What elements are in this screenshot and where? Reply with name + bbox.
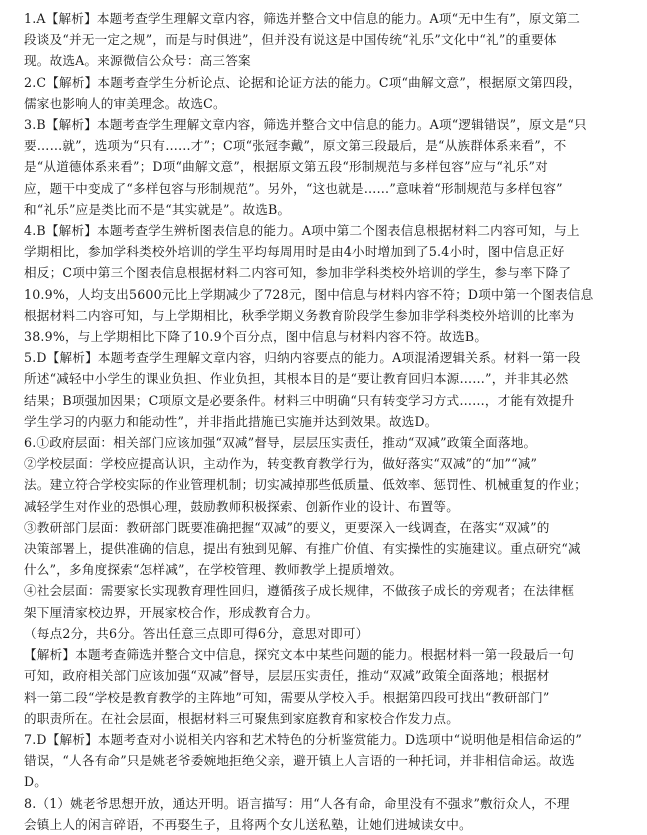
text-line: D。 [24,774,48,790]
text-line: 应，题干中变成了“多样包容与形制规范”。另外，“这也就是……”意味着“形制规范与多样包容” [24,180,563,196]
answer-6-research [24,517,629,581]
text-line: 10.9%，人均支出5600元比上学期减少了728元，图中信息与材料内容不符；D项中第一个图表信息 [24,286,594,302]
answer-3 [24,114,629,220]
text-line: 现。故选A。来源微信公众号：高三答案 [24,53,251,69]
text-line: 段谈及“并无一定之规”，而是与时俱进”，但并没有说这是中国传统“礼乐”文化中“礼”的重要体 [24,32,557,48]
text-line: 和“礼乐”应是类比而不是“其实就是”。故选B。 [24,201,291,217]
text-line: 会镇上人的闲言碎语，不再娶生子，且将两个女儿送私塾，让她们进城读女中。 [24,816,472,832]
text-line: 2.C【解析】本题考查学生分析论点、论据和论证方法的能力。C项“曲解文意”，根据原文第四段， [24,74,582,90]
answer-7 [24,729,629,793]
answer-2 [24,72,629,114]
text-line: 相反；C项中第三个图表信息根据材料二内容可知，参加非学科类校外培训的学生，参与率下降了 [24,265,572,281]
text-line: ④社会层面：需要家长实现教育理性回归，遵循孩子成长规律，不做孩子成长的旁观者；在法律框 [24,583,575,599]
answer-content [24,8,629,835]
answer-1 [24,8,629,72]
text-line: 的职责所在。在社会层面，根据材料三可聚焦到家庭教育和家校合作发力点。 [24,710,459,726]
answer-8 [24,793,629,835]
text-line: 决策部署上，提供准确的信息，提出有独到见解、有推广价值、有实操性的实施建议。重点研究“减 [24,541,581,557]
answer-6-society [24,580,629,622]
text-line: 儒家也影响人的审美理念。故选C。 [24,95,226,111]
answer-6-scoring [24,623,629,644]
answer-6-analysis [24,644,629,729]
text-line: ③教研部门层面：教研部门既要准确把握“双减”的要义，更要深入一线调查，在落实“双减”的 [24,519,550,535]
text-line: 1.A【解析】本题考查学生理解文章内容，筛选并整合文中信息的能力。A项“无中生有”，原文第二 [24,11,581,26]
text-line: ②学校层面：学校应提高认识，主动作为，转变教育教学行为，做好落实“双减”的“加”“减” [24,456,538,472]
text-line: 料一第二段“学校是教育教学的主阵地”可知，需要从学校入手。根据第四段可找出“教研部门” [24,689,550,705]
text-line: 学生学习的内驱力和能动性”，并非指此措施已实施并达到效果。故选D。 [24,413,438,429]
text-line: 3.B【解析】本题考查学生理解文章内容，筛选并整合文中信息的能力。A项“逻辑错误”，原文是“只 [24,117,587,133]
text-line: 要……就”，选项为“只有……才”；C项“张冠李戴”，原文第三段最后，是“从族群体系来看”，不 [24,138,567,154]
text-line: 是“从道德体系来看”；D项“曲解文意”，根据原文第五段“形制规范与多样包容”应与“礼乐”对 [24,159,548,175]
text-line: 什么”，多角度探索“怎样减”，在学校管理、教师教学上提质增效。 [24,562,403,578]
text-line: 5.D【解析】本题考查学生理解文章内容，归纳内容要点的能力。A项混淆逻辑关系。材料一第一段 [24,350,581,366]
text-line: 错误，“人各有命”只是姚老爷委婉地拒绝父亲，避开镇上人言语的一种托词，并非相信命运。故选 [24,753,575,769]
answer-6-school [24,453,629,517]
text-line: 根据材料二内容可知，与上学期相比，秋季学期义务教育阶段学生参加非学科类校外培训的比率为 [24,307,575,323]
text-line: 法。建立符合学校实际的作业管理机制；切实减掉那些低质量、低效率、惩罚性、机械重复的作业； [24,477,587,493]
text-line: （每点2分，共6分。答出任意三点即可得6分，意思对即可） [24,625,369,641]
text-line: 38.9%，与上学期相比下降了10.9个百分点，图中信息与材料内容不符。故选B。 [24,329,488,345]
answer-6-government [24,432,629,453]
text-line: 减轻学生对作业的恐惧心理，鼓励教师积极探索、创新作业的设计、布置等。 [24,498,459,514]
text-line: 可知，政府相关部门应该加强“双减”督导，层层压实责任，推动“双减”政策全面落地；根据材 [24,668,550,684]
text-line: 4.B【解析】本题考查学生辨析图表信息的能力。A项中第二个图表信息根据材料二内容可知，与上 [24,223,580,239]
answer-4 [24,220,629,347]
text-line: 结果；B项强加因果；C项原文是必要条件。材料三中明确“只有转变学习方式……，才能有效提升 [24,392,575,408]
text-line: 8.（1）姚老爷思想开放，通达开明。语言描写：用“人各有命，命里没有不强求”敷衍众人，不理 [24,795,570,811]
text-line: 【解析】本题考查筛选并整合文中信息，探究文本中某些问题的能力。根据材料一第一段最后一句 [24,647,575,663]
text-line: 学期相比，参加学科类校外培训的学生平均每周用时是由4小时增加到了5.4小时，图中信息正好 [24,244,565,260]
answer-5 [24,347,629,432]
text-line: 7.D【解析】本题考查对小说相关内容和艺术特色的分析鉴赏能力。D选项中“说明他是相信命运的” [24,731,583,747]
text-line: 6.①政府层面：相关部门应该加强“双减”督导，层层压实责任，推动“双减”政策全面落地。 [24,435,537,451]
text-line: 所述“减轻中小学生的课业负担、作业负担，其根本目的是“要让教育回归本源……”，并非其必然 [24,371,569,387]
text-line: 架下厘清家校边界，开展家校合作，形成教育合力。 [24,604,319,620]
